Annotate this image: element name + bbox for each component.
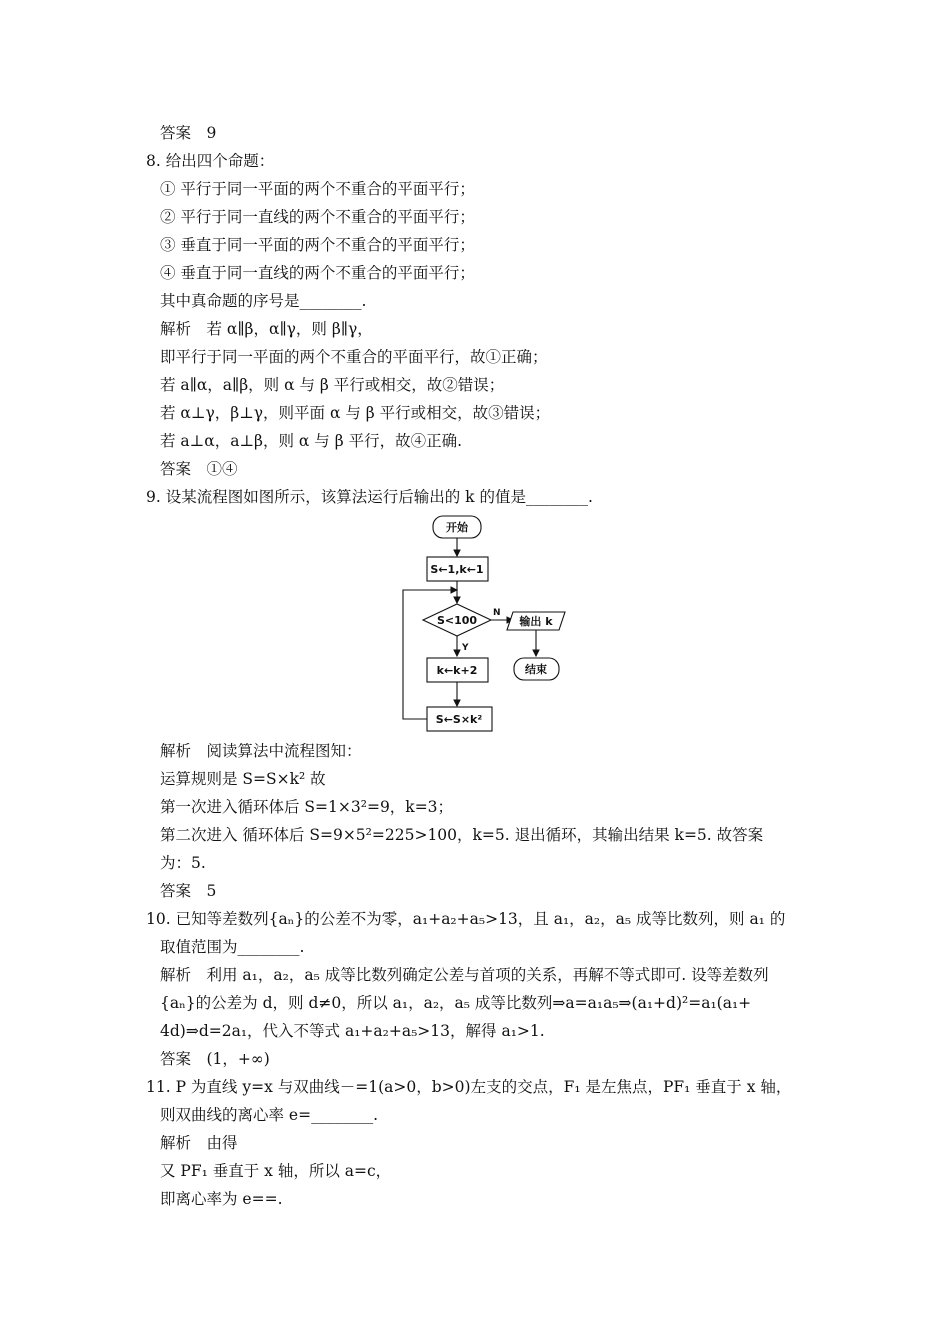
analysis-9-line-2: 运算规则是 S=S×k² 故 xyxy=(160,770,326,788)
flowchart-init-text: S←1,k←1 xyxy=(430,563,484,576)
analysis-10-line-3: 4d)⇒d=2a₁，代入不等式 a₁+a₂+a₅>13，解得 a₁>1. xyxy=(160,1022,545,1040)
analysis-8-line-1: 解析 若 α∥β，α∥γ，则 β∥γ， xyxy=(160,320,373,338)
line-answer-7: 答案 9 xyxy=(160,124,217,142)
answer-8: 答案 ①④ xyxy=(160,460,238,478)
analysis-11-line-2: 又 PF₁ 垂直于 x 轴，所以 a=c， xyxy=(160,1162,392,1180)
analysis-9-line-1: 解析 阅读算法中流程图知： xyxy=(160,742,362,760)
flowchart-yes-label: Y xyxy=(462,643,469,653)
flowchart-no-label: N xyxy=(493,608,501,618)
answer-10: 答案 (1，+∞) xyxy=(160,1050,270,1068)
flowchart-condition-text: S<100 xyxy=(436,614,478,627)
question-10-line-2: 取值范围为________. xyxy=(160,938,305,956)
analysis-9-line-4: 第二次进入 循环体后 S=9×5²=225>100，k=5. 退出循环，其输出结果 k=5. 故答案 xyxy=(160,826,764,844)
analysis-10-line-2: {aₙ}的公差为 d，则 d≠0，所以 a₁，a₂，a₅ 成等比数列⇒a=a₁a₅⇒(a₁+d)²=a₁(a₁+ xyxy=(160,994,752,1012)
analysis-8-line-5: 若 a⊥α，a⊥β，则 α 与 β 平行，故④正确. xyxy=(160,432,463,450)
proposition-4: ④ 垂直于同一直线的两个不重合的平面平行； xyxy=(160,264,475,282)
question-9: 9. 设某流程图如图所示，该算法运行后输出的 k 的值是________. xyxy=(146,488,593,506)
question-10-line-1: 10. 已知等差数列{aₙ}的公差不为零，a₁+a₂+a₅>13，且 a₁，a₂，a₅ 成等比数列，则 a₁ 的 xyxy=(146,910,786,928)
flowchart-start-text: 开始 xyxy=(446,521,468,534)
analysis-11-line-3: 即离心率为 e==. xyxy=(160,1190,283,1208)
analysis-9-line-5: 为：5. xyxy=(160,854,206,872)
analysis-10-line-1: 解析 利用 a₁，a₂，a₅ 成等比数列确定公差与首项的关系，再解不等式即可. 设等差数列 xyxy=(160,966,769,984)
analysis-8-line-4: 若 α⊥γ，β⊥γ，则平面 α 与 β 平行或相交，故③错误； xyxy=(160,404,551,422)
flowchart-increment-text: k←k+2 xyxy=(436,664,478,677)
proposition-1: ① 平行于同一平面的两个不重合的平面平行； xyxy=(160,180,475,198)
flowchart-output-text: 输出 k xyxy=(519,615,553,628)
question-11-line-2: 则双曲线的离心率 e=________. xyxy=(160,1106,379,1124)
analysis-8-line-2: 即平行于同一平面的两个不重合的平面平行，故①正确； xyxy=(160,348,548,366)
answer-9: 答案 5 xyxy=(160,882,217,900)
analysis-8-line-3: 若 a∥α，a∥β，则 α 与 β 平行或相交，故②错误； xyxy=(160,376,505,394)
flowchart-end-text: 结束 xyxy=(525,663,547,676)
flowchart-update-text: S←S×k² xyxy=(435,713,483,726)
analysis-11-line-1: 解析 由得 xyxy=(160,1134,238,1152)
analysis-9-line-3: 第一次进入循环体后 S=1×3²=9，k=3； xyxy=(160,798,454,816)
question-8-title: 8. 给出四个命题： xyxy=(146,152,275,170)
question-8-blank: 其中真命题的序号是________. xyxy=(160,292,367,310)
proposition-3: ③ 垂直于同一平面的两个不重合的平面平行； xyxy=(160,236,475,254)
proposition-2: ② 平行于同一直线的两个不重合的平面平行； xyxy=(160,208,475,226)
question-11-line-1: 11. P 为直线 y=x 与双曲线－=1(a>0，b>0)左支的交点，F₁ 是左焦点，PF₁ 垂直于 x 轴， xyxy=(146,1078,792,1096)
